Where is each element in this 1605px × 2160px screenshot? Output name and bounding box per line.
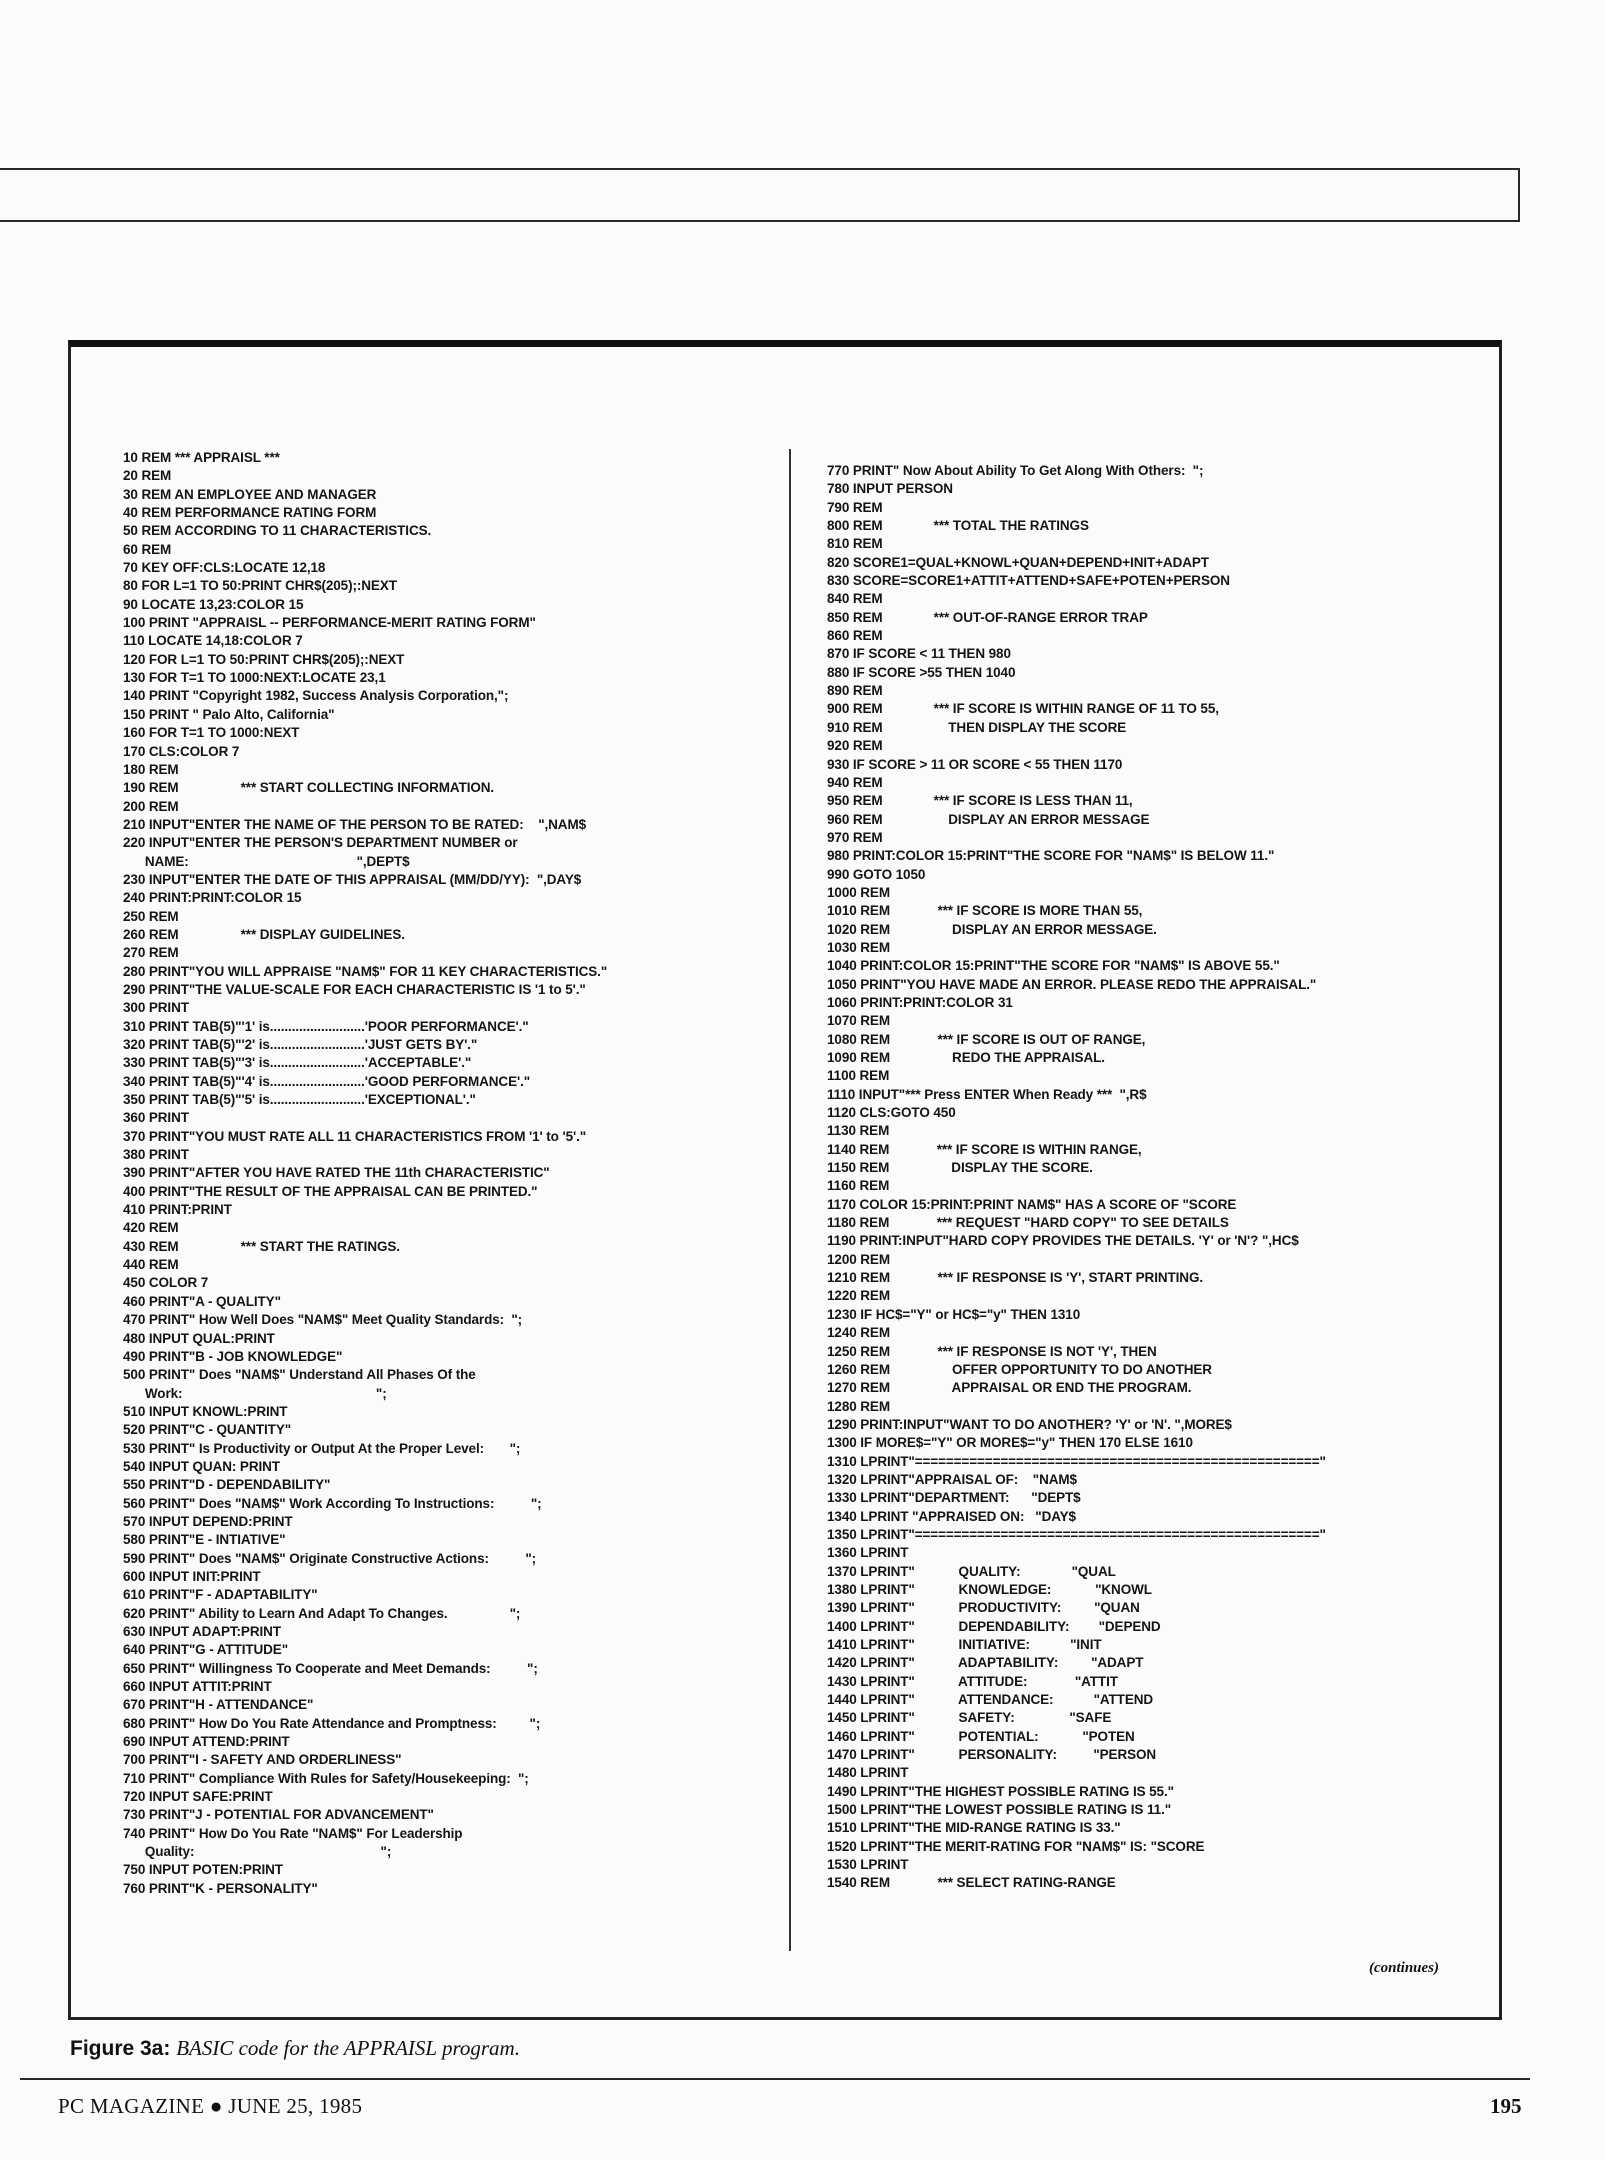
code-line: 1120 CLS:GOTO 450 (827, 1105, 956, 1121)
code-line: 1170 COLOR 15:PRINT:PRINT NAM$" HAS A SCORE OF "SCORE (827, 1196, 1237, 1212)
code-line: 1020 REM DISPLAY AN ERROR MESSAGE. (827, 921, 1157, 937)
code-line: 430 REM *** START THE RATINGS. (123, 1238, 400, 1254)
code-line: 1260 REM OFFER OPPORTUNITY TO DO ANOTHER (827, 1361, 1212, 1377)
code-line: 540 INPUT QUAN: PRINT (123, 1458, 280, 1474)
code-line: 450 COLOR 7 (123, 1275, 209, 1291)
header-rule-top (0, 168, 1520, 170)
code-line: 1220 REM (827, 1288, 890, 1304)
code-line: 30 REM AN EMPLOYEE AND MANAGER (123, 486, 377, 502)
code-line: Work: "; (123, 1385, 387, 1401)
code-line: 370 PRINT"YOU MUST RATE ALL 11 CHARACTERISTICS FROM '1' to '5'." (123, 1128, 587, 1144)
code-line: 500 PRINT" Does "NAM$" Understand All Phases Of the (123, 1367, 476, 1383)
code-line: 150 PRINT " Palo Alto, California" (123, 706, 335, 722)
code-line: 530 PRINT" Is Productivity or Output At the Proper Level: "; (123, 1440, 521, 1456)
code-line: 760 PRINT"K - PERSONALITY" (123, 1880, 318, 1896)
code-line: 1470 LPRINT" PERSONALITY: "PERSON (827, 1747, 1157, 1763)
code-line: 470 PRINT" How Well Does "NAM$" Meet Quality Standards: "; (123, 1312, 523, 1328)
code-line: 1080 REM *** IF SCORE IS OUT OF RANGE, (827, 1031, 1146, 1047)
code-line: 1240 REM (827, 1325, 890, 1341)
code-line: 860 REM (827, 628, 883, 644)
code-line: 730 PRINT"J - POTENTIAL FOR ADVANCEMENT" (123, 1807, 434, 1823)
code-line: 100 PRINT "APPRAISL -- PERFORMANCE-MERIT RATING FORM" (123, 615, 536, 631)
code-line: 580 PRINT"E - INTIATIVE" (123, 1532, 286, 1548)
code-line: 1110 INPUT"*** Press ENTER When Ready *** ",R$ (827, 1086, 1147, 1102)
code-line: 390 PRINT"AFTER YOU HAVE RATED THE 11th CHARACTERISTIC" (123, 1165, 550, 1181)
code-line: 1030 REM (827, 939, 890, 955)
code-line: 330 PRINT TAB(5)"'3' is..........................'ACCEPTABLE'." (123, 1055, 472, 1071)
code-line: 300 PRINT (123, 1000, 189, 1016)
code-line: 1320 LPRINT"APPRAISAL OF: "NAM$ (827, 1471, 1077, 1487)
code-line: 350 PRINT TAB(5)"'5' is..........................'EXCEPTIONAL'." (123, 1092, 476, 1108)
code-line: 890 REM (827, 683, 883, 699)
code-line: 1380 LPRINT" KNOWLEDGE: "KNOWL (827, 1581, 1152, 1597)
code-line: 1390 LPRINT" PRODUCTIVITY: "QUAN (827, 1600, 1140, 1616)
code-line: 570 INPUT DEPEND:PRINT (123, 1513, 293, 1529)
code-line: Quality: "; (123, 1844, 392, 1860)
code-line: 400 PRINT"THE RESULT OF THE APPRAISAL CAN BE PRINTED." (123, 1183, 538, 1199)
code-line: 1150 REM DISPLAY THE SCORE. (827, 1160, 1093, 1176)
code-line: 380 PRINT (123, 1147, 189, 1163)
footer-publication: PC MAGAZINE ● JUNE 25, 1985 (58, 2094, 363, 2118)
code-line: 820 SCORE1=QUAL+KNOWL+QUAN+DEPEND+INIT+ADAPT (827, 554, 1209, 570)
code-line: 850 REM *** OUT-OF-RANGE ERROR TRAP (827, 609, 1148, 625)
code-line: 980 PRINT:COLOR 15:PRINT"THE SCORE FOR "NAM$" IS BELOW 11." (827, 848, 1275, 864)
code-line: 1460 LPRINT" POTENTIAL: "POTEN (827, 1728, 1135, 1744)
code-line: 90 LOCATE 13,23:COLOR 15 (123, 596, 304, 612)
code-line: 1490 LPRINT"THE HIGHEST POSSIBLE RATING IS 55." (827, 1783, 1174, 1799)
code-line: 700 PRINT"I - SAFETY AND ORDERLINESS" (123, 1752, 402, 1768)
code-line: 1410 LPRINT" INITIATIVE: "INIT (827, 1637, 1102, 1652)
code-line: 80 FOR L=1 TO 50:PRINT CHR$(205);:NEXT (123, 578, 397, 594)
page-number: 195 (1490, 2094, 1522, 2118)
code-line: 650 PRINT" Willingness To Cooperate and Meet Demands: "; (123, 1660, 538, 1676)
code-line: 720 INPUT SAFE:PRINT (123, 1789, 273, 1805)
code-line: 310 PRINT TAB(5)"'1' is..........................'POOR PERFORMANCE'." (123, 1018, 529, 1034)
code-line: 60 REM (123, 541, 172, 557)
code-line: 1310 LPRINT"====================================================" (827, 1453, 1326, 1469)
code-line: 1430 LPRINT" ATTITUDE: "ATTIT (827, 1673, 1118, 1689)
code-line: 1450 LPRINT" SAFETY: "SAFE (827, 1710, 1112, 1726)
code-line: 1520 LPRINT"THE MERIT-RATING FOR "NAM$" IS: "SCORE (827, 1838, 1205, 1854)
code-line: 320 PRINT TAB(5)"'2' is..........................'JUST GETS BY'." (123, 1037, 478, 1052)
code-line: 40 REM PERFORMANCE RATING FORM (123, 505, 377, 521)
code-line: 990 GOTO 1050 (827, 866, 926, 882)
code-line: 180 REM (123, 761, 179, 777)
code-line: 1140 REM *** IF SCORE IS WITHIN RANGE, (827, 1141, 1142, 1157)
code-line: 1100 REM (827, 1068, 890, 1084)
code-line: 710 PRINT" Compliance With Rules for Safety/Housekeeping: "; (123, 1770, 529, 1786)
continues-note: (continues) (1368, 1960, 1439, 1976)
code-line: 460 PRINT"A - QUALITY" (123, 1293, 281, 1309)
caption-label: Figure 3a: (70, 2037, 171, 2060)
code-line: 1370 LPRINT" QUALITY: "QUAL (827, 1563, 1116, 1579)
code-line: 410 PRINT:PRINT (123, 1202, 232, 1218)
code-line: 20 REM (123, 468, 172, 484)
code-line: 550 PRINT"D - DEPENDABILITY" (123, 1477, 331, 1493)
code-listing-right (827, 462, 1487, 1893)
code-line: 1340 LPRINT "APPRAISED ON: "DAY$ (827, 1508, 1076, 1524)
code-line: 680 PRINT" How Do You Rate Attendance and Promptness: "; (123, 1715, 541, 1731)
code-line: 610 PRINT"F - ADAPTABILITY" (123, 1587, 318, 1603)
code-line: 1280 REM (827, 1398, 890, 1414)
code-line: 280 PRINT"YOU WILL APPRAISE "NAM$" FOR 11 KEY CHARACTERISTICS." (123, 963, 608, 979)
code-line: 740 PRINT" How Do You Rate "NAM$" For Leadership (123, 1825, 463, 1841)
code-line: 1000 REM (827, 884, 890, 900)
code-line: 1510 LPRINT"THE MID-RANGE RATING IS 33." (827, 1820, 1121, 1836)
code-line: NAME: ",DEPT$ (123, 853, 410, 869)
code-line: 10 REM *** APPRAISL *** (123, 450, 280, 465)
code-line: 1010 REM *** IF SCORE IS MORE THAN 55, (827, 903, 1143, 919)
code-line: 940 REM (827, 774, 883, 790)
code-line: 1050 PRINT"YOU HAVE MADE AN ERROR. PLEASE REDO THE APPRAISAL." (827, 976, 1317, 992)
code-line: 420 REM (123, 1220, 179, 1236)
code-line: 1360 LPRINT (827, 1545, 909, 1561)
code-line: 1230 IF HC$="Y" or HC$="y" THEN 1310 (827, 1306, 1081, 1322)
code-line: 1500 LPRINT"THE LOWEST POSSIBLE RATING IS 11." (827, 1802, 1172, 1818)
code-line: 880 IF SCORE >55 THEN 1040 (827, 664, 1016, 680)
code-line: 490 PRINT"B - JOB KNOWLEDGE" (123, 1348, 343, 1364)
code-line: 920 REM (827, 738, 883, 754)
code-line: 1530 LPRINT (827, 1857, 909, 1873)
code-line: 1330 LPRINT"DEPARTMENT: "DEPT$ (827, 1490, 1081, 1506)
code-line: 1090 REM REDO THE APPRAISAL. (827, 1050, 1105, 1065)
header-rule-right (1518, 168, 1520, 222)
code-line: 950 REM *** IF SCORE IS LESS THAN 11, (827, 793, 1133, 809)
code-line: 600 INPUT INIT:PRINT (123, 1568, 261, 1584)
code-line: 970 REM (827, 829, 883, 845)
code-line: 170 CLS:COLOR 7 (123, 743, 240, 759)
code-line: 1160 REM (827, 1178, 890, 1194)
code-line: 780 INPUT PERSON (827, 481, 953, 497)
header-rule-bottom (0, 220, 1520, 222)
code-line: 930 IF SCORE > 11 OR SCORE < 55 THEN 1170 (827, 756, 1123, 772)
code-line: 560 PRINT" Does "NAM$" Work According To Instructions: "; (123, 1495, 542, 1511)
footer-rule (20, 2078, 1530, 2080)
code-line: 130 FOR T=1 TO 1000:NEXT:LOCATE 23,1 (123, 670, 386, 686)
code-line: 1200 REM (827, 1251, 890, 1267)
code-line: 360 PRINT (123, 1110, 189, 1126)
code-line: 1540 REM *** SELECT RATING-RANGE (827, 1875, 1116, 1891)
code-line: 1040 PRINT:COLOR 15:PRINT"THE SCORE FOR "NAM$" IS ABOVE 55." (827, 958, 1280, 974)
code-line: 750 INPUT POTEN:PRINT (123, 1862, 283, 1878)
code-line: 870 IF SCORE < 11 THEN 980 (827, 646, 1011, 662)
code-line: 50 REM ACCORDING TO 11 CHARACTERISTICS. (123, 523, 432, 539)
code-line: 210 INPUT"ENTER THE NAME OF THE PERSON TO BE RATED: ",NAM$ (123, 816, 586, 832)
code-line: 690 INPUT ATTEND:PRINT (123, 1734, 290, 1750)
code-line: 1130 REM (827, 1123, 890, 1139)
code-line: 220 INPUT"ENTER THE PERSON'S DEPARTMENT NUMBER or (123, 835, 518, 851)
code-line: 770 PRINT" Now About Ability To Get Along With Others: "; (827, 463, 1204, 478)
code-line: 270 REM (123, 945, 179, 961)
code-line: 260 REM *** DISPLAY GUIDELINES. (123, 926, 405, 942)
code-line: 1190 PRINT:INPUT"HARD COPY PROVIDES THE DETAILS. 'Y' or 'N'? ",HC$ (827, 1233, 1299, 1249)
code-line: 1480 LPRINT (827, 1765, 909, 1781)
code-line: 830 SCORE=SCORE1+ATTIT+ATTEND+SAFE+POTEN+PERSON (827, 573, 1230, 589)
code-line: 440 REM (123, 1257, 179, 1273)
code-line: 900 REM *** IF SCORE IS WITHIN RANGE OF 11 TO 55, (827, 701, 1219, 717)
code-line: 1210 REM *** IF RESPONSE IS 'Y', START PRINTING. (827, 1270, 1204, 1286)
code-line: 1270 REM APPRAISAL OR END THE PROGRAM. (827, 1380, 1192, 1396)
code-listing-left (123, 449, 813, 1898)
code-line: 250 REM (123, 908, 179, 924)
code-line: 110 LOCATE 14,18:COLOR 7 (123, 633, 303, 649)
code-line: 660 INPUT ATTIT:PRINT (123, 1679, 272, 1695)
code-line: 1350 LPRINT"====================================================" (827, 1526, 1326, 1542)
code-line: 840 REM (827, 591, 883, 607)
code-line: 120 FOR L=1 TO 50:PRINT CHR$(205);:NEXT (123, 651, 405, 667)
code-line: 1060 PRINT:PRINT:COLOR 31 (827, 994, 1013, 1010)
code-line: 790 REM (827, 499, 883, 515)
code-line: 590 PRINT" Does "NAM$" Originate Constructive Actions: "; (123, 1550, 537, 1566)
code-line: 1290 PRINT:INPUT"WANT TO DO ANOTHER? 'Y' or 'N'. ",MORE$ (827, 1416, 1232, 1432)
code-line: 140 PRINT "Copyright 1982, Success Analysis Corporation,"; (123, 688, 509, 704)
code-line: 640 PRINT"G - ATTITUDE" (123, 1642, 289, 1658)
code-line: 290 PRINT"THE VALUE-SCALE FOR EACH CHARACTERISTIC IS '1 to 5'." (123, 981, 586, 997)
code-line: 1440 LPRINT" ATTENDANCE: "ATTEND (827, 1692, 1154, 1708)
figure-caption (70, 2036, 520, 2061)
code-line: 1070 REM (827, 1013, 890, 1029)
column-divider (789, 449, 791, 1951)
code-line: 1420 LPRINT" ADAPTABILITY: "ADAPT (827, 1655, 1144, 1671)
code-line: 70 KEY OFF:CLS:LOCATE 12,18 (123, 560, 326, 576)
code-line: 1300 IF MORE$="Y" OR MORE$="y" THEN 170 ELSE 1610 (827, 1435, 1193, 1451)
code-line: 800 REM *** TOTAL THE RATINGS (827, 518, 1089, 534)
code-line: 160 FOR T=1 TO 1000:NEXT (123, 725, 300, 741)
code-line: 510 INPUT KNOWL:PRINT (123, 1403, 288, 1419)
code-line: 910 REM THEN DISPLAY THE SCORE (827, 719, 1127, 735)
code-line: 1180 REM *** REQUEST "HARD COPY" TO SEE DETAILS (827, 1215, 1229, 1231)
code-line: 190 REM *** START COLLECTING INFORMATION. (123, 780, 495, 796)
code-line: 960 REM DISPLAY AN ERROR MESSAGE (827, 811, 1150, 827)
code-line: 480 INPUT QUAL:PRINT (123, 1330, 275, 1346)
figure-box (68, 340, 1502, 2020)
caption-text: BASIC code for the APPRAISL program. (176, 2036, 520, 2060)
code-line: 1400 LPRINT" DEPENDABILITY: "DEPEND (827, 1618, 1161, 1634)
code-line: 630 INPUT ADAPT:PRINT (123, 1624, 281, 1639)
code-line: 620 PRINT" Ability to Learn And Adapt To Changes. "; (123, 1605, 521, 1621)
code-line: 240 PRINT:PRINT:COLOR 15 (123, 890, 302, 906)
code-line: 520 PRINT"C - QUANTITY" (123, 1422, 292, 1438)
code-line: 230 INPUT"ENTER THE DATE OF THIS APPRAISAL (MM/DD/YY): ",DAY$ (123, 871, 582, 887)
code-line: 810 REM (827, 536, 883, 552)
code-line: 200 REM (123, 798, 179, 814)
code-line: 670 PRINT"H - ATTENDANCE" (123, 1697, 314, 1713)
code-line: 1250 REM *** IF RESPONSE IS NOT 'Y', THEN (827, 1343, 1157, 1359)
code-line: 340 PRINT TAB(5)"'4' is..........................'GOOD PERFORMANCE'." (123, 1073, 531, 1089)
